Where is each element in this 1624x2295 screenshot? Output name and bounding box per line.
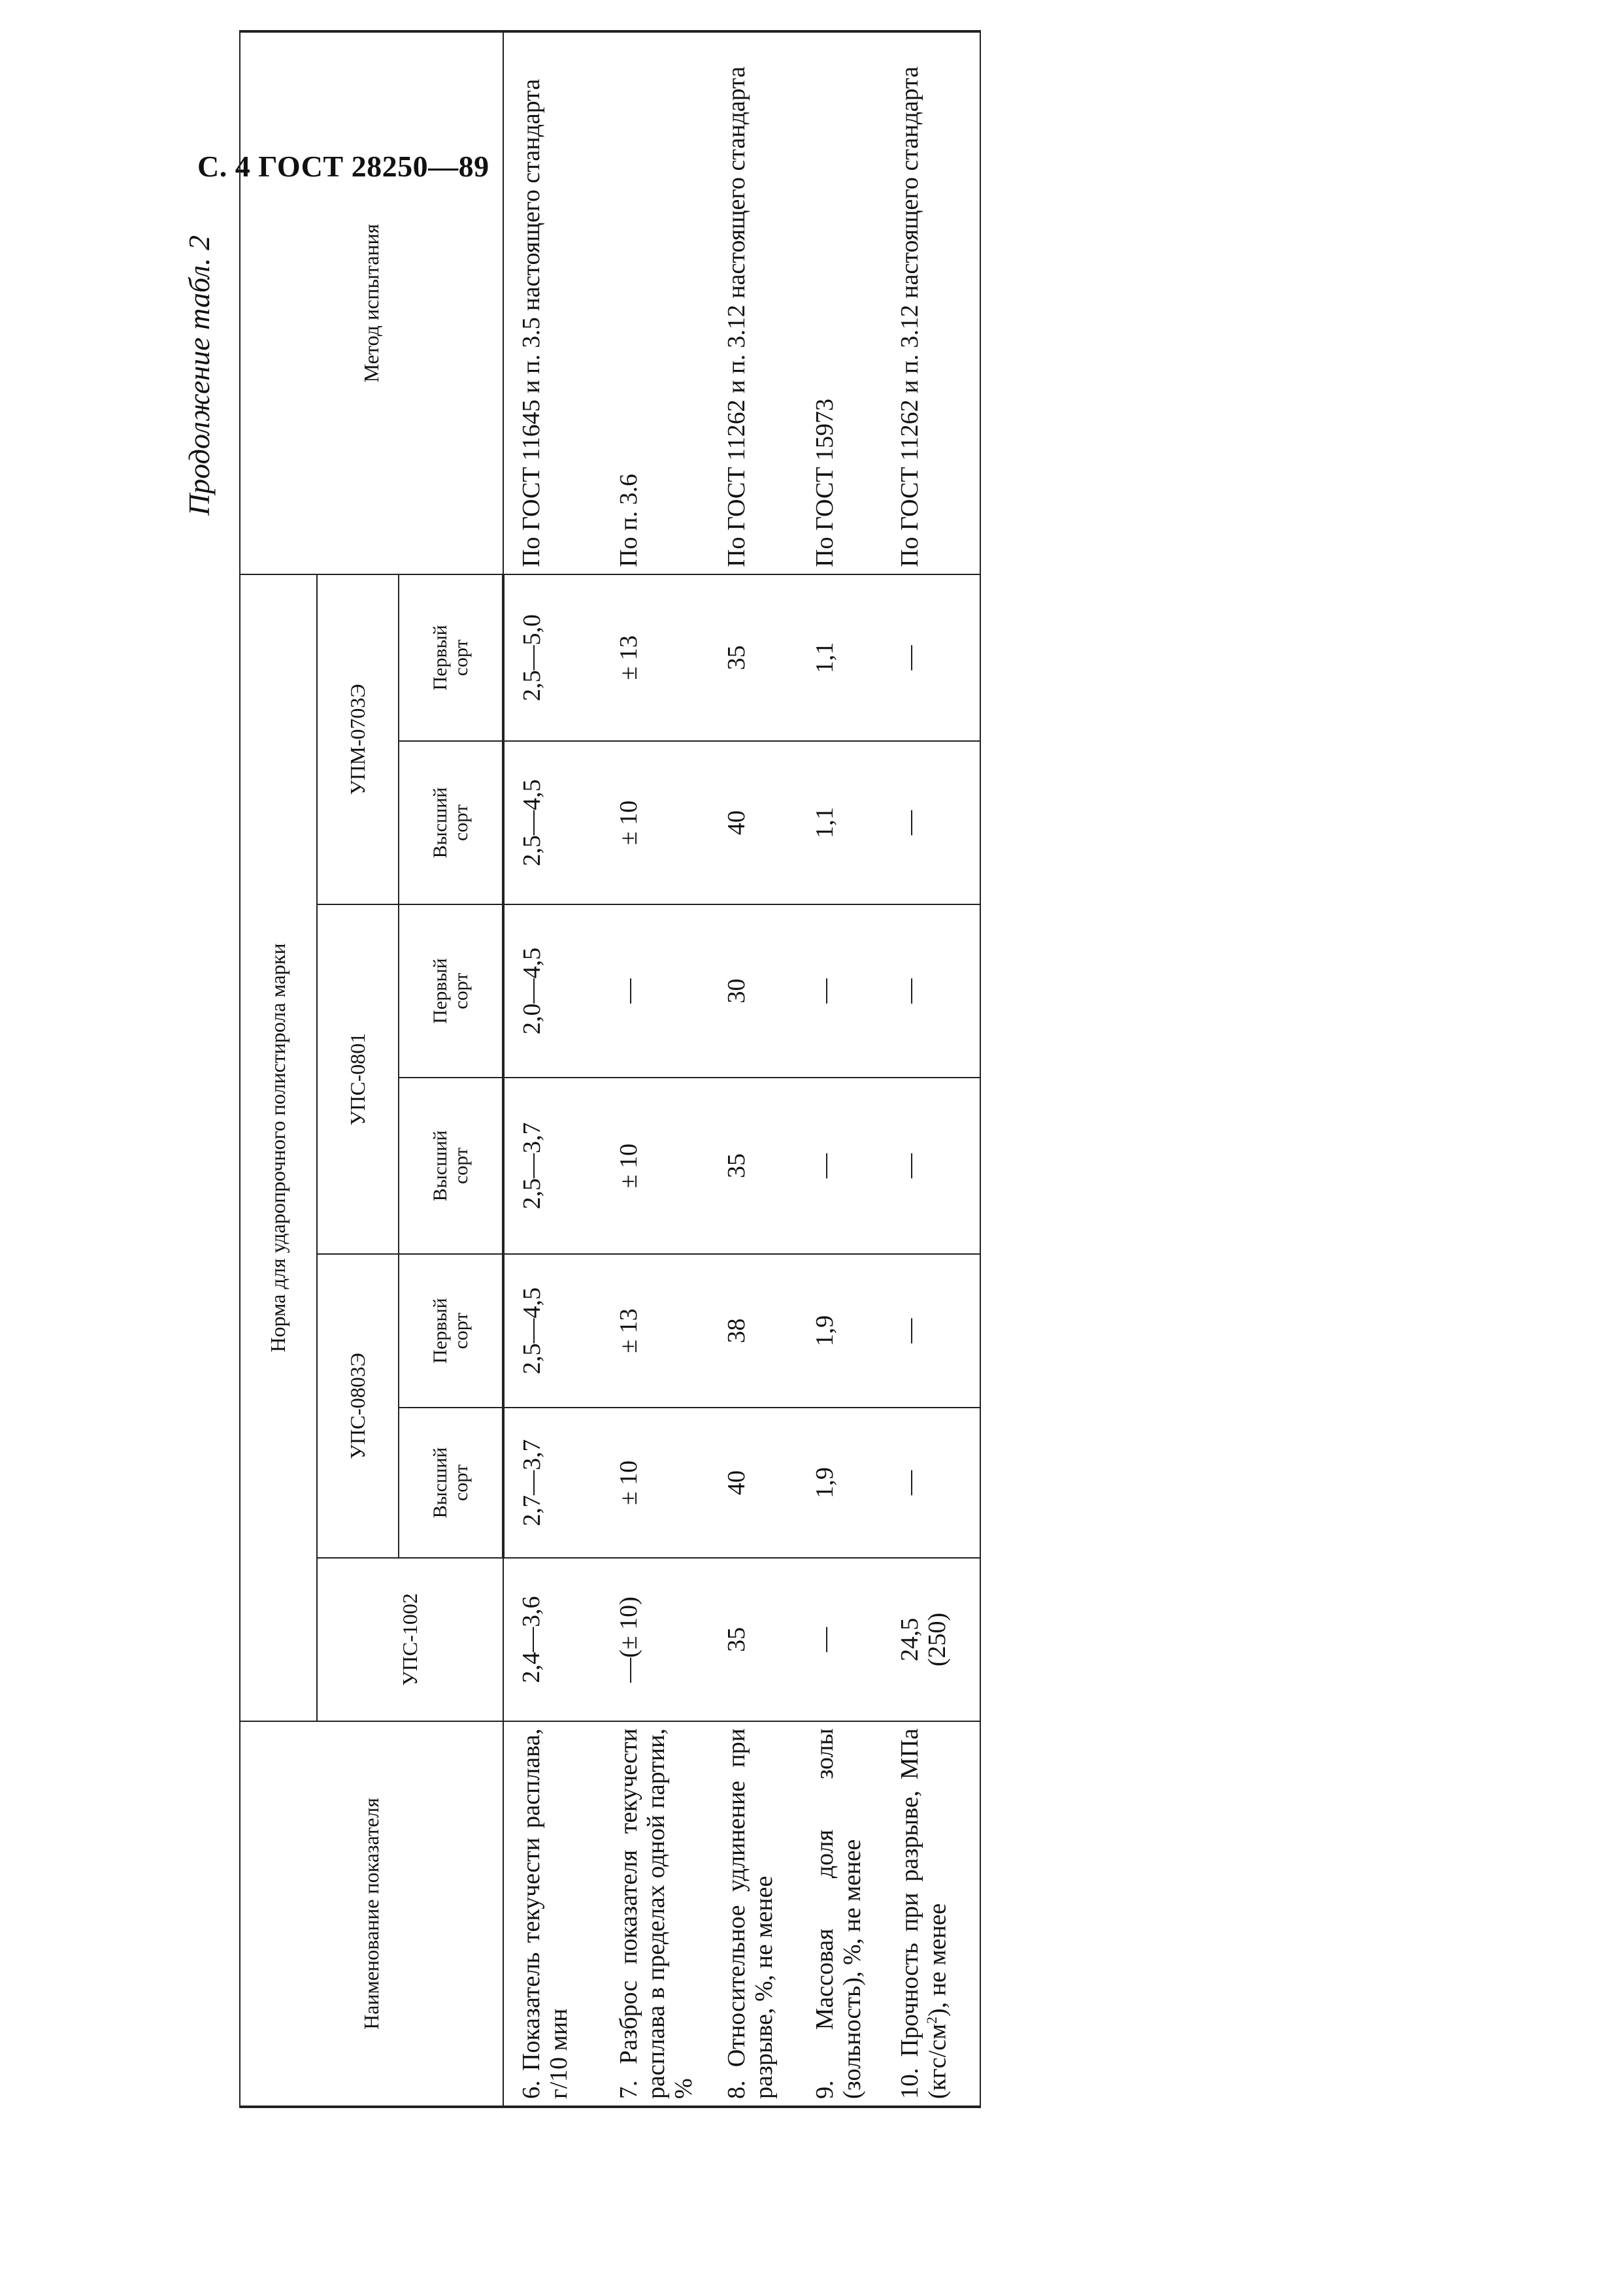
- cell-value: —: [601, 904, 709, 1078]
- cell-value: 2,7—3,7: [503, 1408, 601, 1558]
- cell-value: 1,1: [797, 574, 882, 741]
- cell-value: 30: [709, 904, 797, 1078]
- sort-header-first: Первый сорт: [399, 574, 503, 741]
- row-method: По ГОСТ 11262 и п. 3.12 настоящего стандарта: [709, 31, 797, 574]
- cell-value: —(± 10): [601, 1558, 709, 1721]
- cell-value: 40: [709, 741, 797, 904]
- cell-value: ± 13: [601, 574, 709, 741]
- cell-value: 2,5—3,7: [503, 1078, 601, 1254]
- row-name: 8. Относительное удлинение при разрыве, %, не менее: [709, 1721, 797, 2107]
- cell-value: —: [797, 1078, 882, 1254]
- sort-header-highest: Высший сорт: [399, 741, 503, 904]
- table-row: [709, 31, 797, 2107]
- cell-value: 35: [709, 1078, 797, 1254]
- grade-header: УПС-1002: [317, 1558, 503, 1721]
- sort-header-highest: Высший сорт: [399, 1078, 503, 1254]
- cell-value: —: [797, 1558, 882, 1721]
- table-row: [882, 31, 980, 2107]
- cell-value: 2,5—4,5: [503, 741, 601, 904]
- row-name: 7. Разброс показателя текучести расплава в пределах одной партии, %: [601, 1721, 709, 2107]
- table-row: [797, 31, 882, 2107]
- cell-value: 2,0—4,5: [503, 904, 601, 1078]
- page-header: С. 4 ГОСТ 28250—89: [197, 150, 489, 183]
- table-continuation-label: Продолжение табл. 2: [182, 235, 216, 516]
- cell-value: 1,9: [797, 1408, 882, 1558]
- cell-value: 24,5 (250): [882, 1558, 980, 1721]
- cell-value: 35: [709, 1558, 797, 1721]
- cell-value: —: [882, 741, 980, 904]
- row-method: По ГОСТ 11262 и п. 3.12 настоящего стандарта: [882, 31, 980, 574]
- cell-value: 2,5—5,0: [503, 574, 601, 741]
- cell-value: ± 10: [601, 1408, 709, 1558]
- column-header-method: Метод испытания: [240, 31, 503, 574]
- row-name: 10. Прочность при разрыве, МПа $(кгс/см^2)$, не менее: [882, 1721, 980, 2107]
- cell-value: 40: [709, 1408, 797, 1558]
- cell-value: —: [797, 904, 882, 1078]
- row-method: По ГОСТ 15973: [797, 31, 882, 574]
- table-row: [601, 31, 709, 2107]
- spec-table: [239, 30, 981, 2108]
- grade-header: УПС-0801: [317, 904, 399, 1254]
- cell-value: ± 13: [601, 1254, 709, 1408]
- cell-value: ± 10: [601, 741, 709, 904]
- column-header-name: Наименование показателя: [240, 1721, 503, 2107]
- cell-value: 1,1: [797, 741, 882, 904]
- row-method: По ГОСТ 11645 и п. 3.5 настоящего стандарта: [503, 31, 601, 574]
- cell-value: 35: [709, 574, 797, 741]
- cell-value: 1,9: [797, 1254, 882, 1408]
- grade-header: УПС-0803Э: [317, 1254, 399, 1558]
- sort-header-first: Первый сорт: [399, 904, 503, 1078]
- cell-value: —: [882, 904, 980, 1078]
- column-header-norm: Норма для ударопрочного полистирола марки: [240, 574, 317, 1721]
- row-name: 6. Показатель текучести расплава, г/10 мин: [503, 1721, 601, 2107]
- cell-value: —: [882, 1254, 980, 1408]
- row-name: 9. Массовая доля золы (зольность), %, не менее: [797, 1721, 882, 2107]
- cell-value: ± 10: [601, 1078, 709, 1254]
- table-row: [503, 31, 601, 2107]
- cell-value: 38: [709, 1254, 797, 1408]
- cell-value: 2,5—4,5: [503, 1254, 601, 1408]
- cell-value: —: [882, 1408, 980, 1558]
- cell-value: 2,4—3,6: [503, 1558, 601, 1721]
- sort-header-first: Первый сорт: [399, 1254, 503, 1408]
- grade-header: УПМ-0703Э: [317, 574, 399, 904]
- cell-value: —: [882, 1078, 980, 1254]
- sort-header-highest: Высший сорт: [399, 1408, 503, 1558]
- row-method: По п. 3.6: [601, 31, 709, 574]
- cell-value: —: [882, 574, 980, 741]
